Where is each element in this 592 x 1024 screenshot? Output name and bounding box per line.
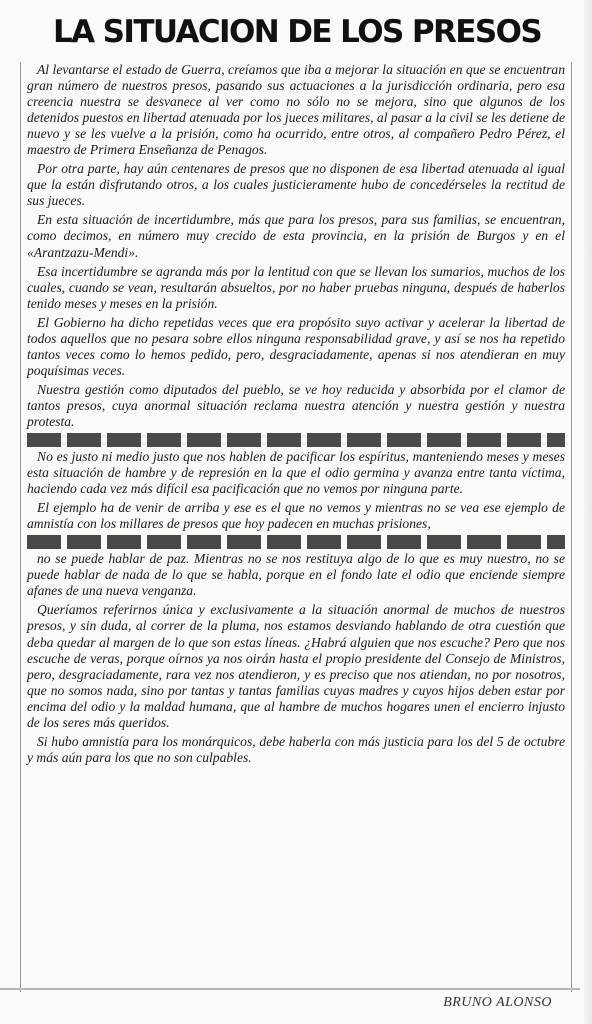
paragraph-7: No es justo ni medio justo que nos hablen de pacificar los espíritus, manteniendo meses y meses esta situación de hambre y de represión en la que el odio germina y avanza entre tanta víctima, haciendo cada vez más difícil esa pacificación que no vemos por ninguna parte. xyxy=(27,449,565,497)
paragraph-8: El ejemplo ha de venir de arriba y ese es el que no vemos y mientras no se vea ese ejemplo de amnistía con los millares de presos que hoy padecen en muchas prisiones, xyxy=(27,500,565,532)
paragraph-3: En esta situación de incertidumbre, más que para los presos, para sus familias, se encuentran, como decimos, en número muy crecido de esta provincia, en la prisión de Burgos y en el «Arantzazu-Mendi». xyxy=(27,212,565,260)
censored-block xyxy=(27,433,565,447)
paragraph-4: Esa incertidumbre se agranda más por la lentitud con que se llevan los sumarios, muchos de los cuales, cuando se vean, resultarán absueltos, por no haber pruebas ninguna, después de haberlos tenido meses y meses en la prisión. xyxy=(27,263,565,311)
article-column xyxy=(20,62,572,992)
paragraph-9: no se puede hablar de paz. Mientras no se nos restituya algo de lo que es muy nuestro, no se puede hablar de nada de lo que se habla, porque en el fondo late el odio que enciende siempre afanes de una nueva venganza. xyxy=(27,551,565,599)
censored-block-inline xyxy=(27,535,565,549)
paragraph-11: Si hubo amnistía para los monárquicos, debe haberla con más justicia para los del 5 de octubre y más aún para los que no son culpables. xyxy=(27,733,565,765)
paragraph-10: Queríamos referirnos única y exclusivamente a la situación anormal de muchos de nuestros presos, y sin duda, al correr de la pluma, nos estamos desviando hablando de otra cuestión que deba quedar al margen de lo que son estas líneas. ¿Habrá alguien que nos escuche? Pero que nos escuche de veras, porque oírnos ya nos oirán hasta el propio presidente del Consejo de Ministros, pero, desgraciadamente, rara vez nos atendieron, y es preciso que nos atiendan, no por nosotros, que no somos nada, sino por tantas y tantas familias cuyas madres y cuyos hijos deben estar por encima del odio y la maldad humana, que al hambre de muchos hogares unen el encierro injusto de los seres más queridos. xyxy=(27,602,565,730)
paragraph-1: Al levantarse el estado de Guerra, creíamos que iba a mejorar la situación en que se encuentran gran número de nuestros presos, pasando sus actuaciones a la jurisdicción ordinaria, pero esa creencia nuestra se desvanece al ver como no sólo no se mejora, sino que algunos de los detenidos puestos en libertad atenuada por los jueces militares, al pasar a la civil se les detiene de nuevo y se les vuelve a la prisión, como ha ocurrido, entre otros, al compañero Pedro Pérez, el maestro de Primera Enseñanza de Penagos. xyxy=(27,62,565,158)
paragraph-5: El Gobierno ha dicho repetidas veces que era propósito suyo activar y acelerar la libertad de todos aquellos que no pesara sobre ellos ninguna responsabilidad grave, y así se nos ha repetido tantos veces como lo hemos pedido, pero, desgraciadamente, apenas si nos atendieran en muy poquísimas veces. xyxy=(27,314,565,378)
bottom-rule xyxy=(0,988,580,990)
headline: LA SITUACION DE LOS PRESOS xyxy=(52,14,542,50)
paragraph-2: Por otra parte, hay aún centenares de presos que no disponen de esa libertad atenuada al igual que la están disfrutando otros, a los cuales justicieramente hubo de concedérseles la rectitud de sus jueces. xyxy=(27,161,565,209)
paragraph-6: Nuestra gestión como diputados del pueblo, se ve hoy reducida y absorbida por el clamor de tantos presos, cuya anormal situación reclama nuestra atención y nuestra gestión y nuestra protesta. xyxy=(27,381,565,429)
page-edge xyxy=(584,0,592,1024)
author-signature: BRUNO ALONSO xyxy=(443,995,552,1010)
